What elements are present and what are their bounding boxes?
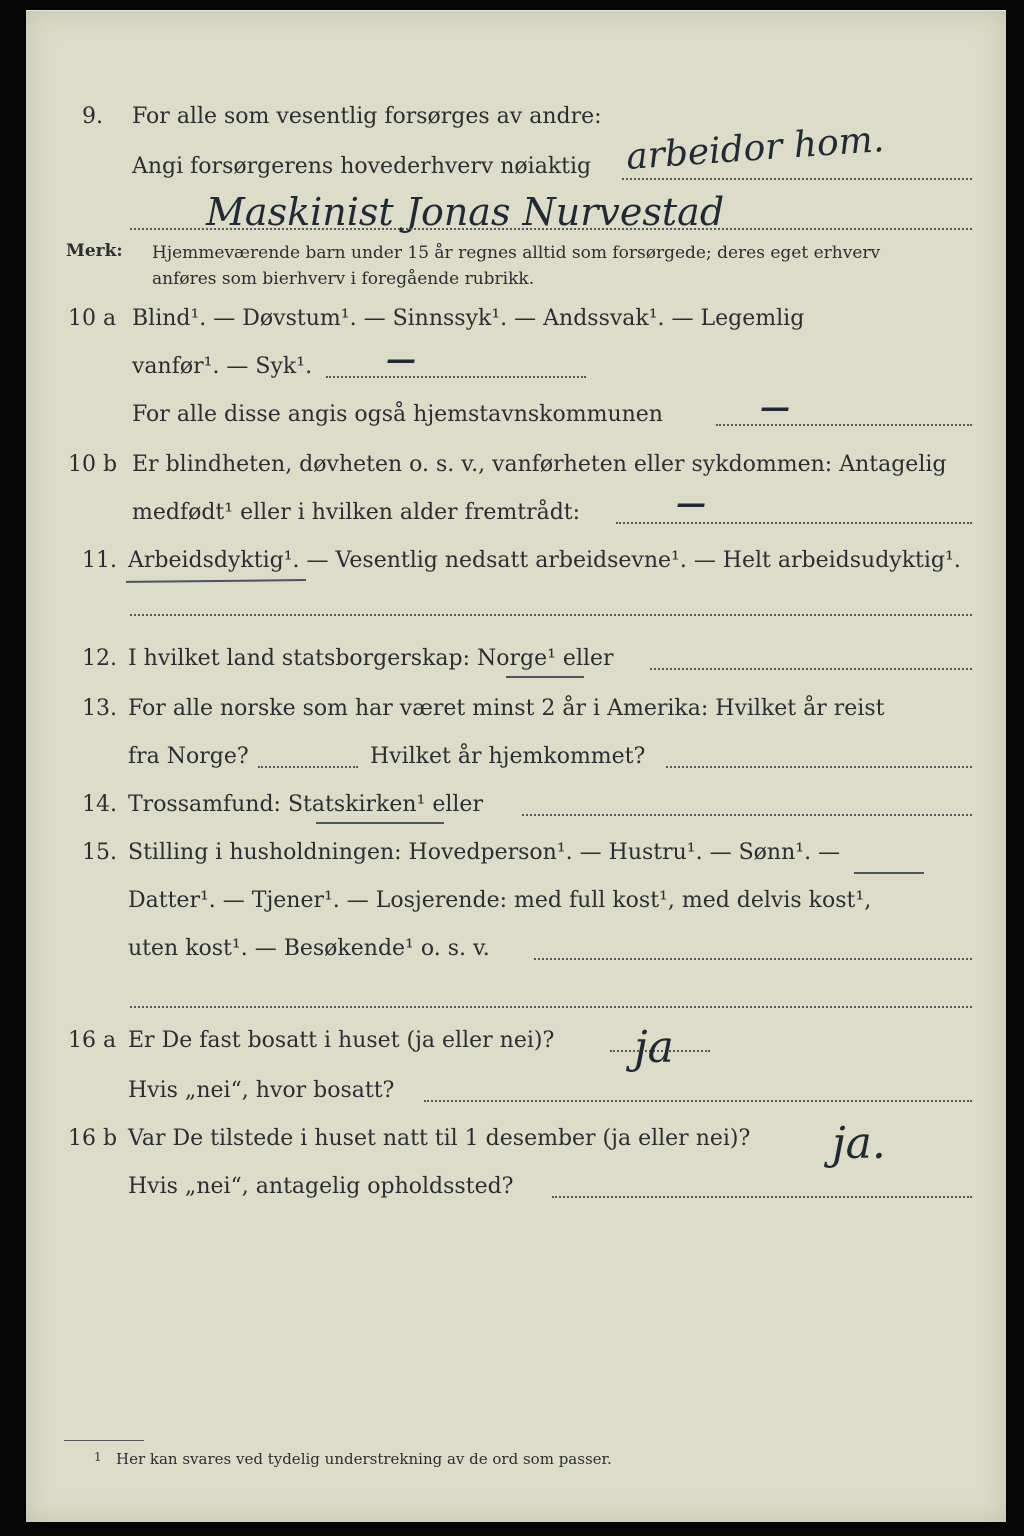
q16b-line-2: Hvis „nei“, antagelig opholdssted?: [128, 1174, 514, 1199]
q15-line-2: Datter¹. — Tjener¹. — Losjerende: med full kost¹, med delvis kost¹,: [128, 888, 872, 913]
fill-line: [130, 1006, 972, 1008]
handwritten-dash: —: [386, 342, 416, 377]
fill-line: [534, 958, 972, 960]
answer-underline: [506, 676, 584, 678]
q13-line-1: For alle norske som har været minst 2 år i Amerika: Hvilket år reist: [128, 696, 885, 721]
handwritten-answer-ja: ja: [634, 1022, 674, 1073]
fill-line: [650, 668, 972, 670]
footnote-rule: [64, 1440, 144, 1441]
handwritten-provider-occupation: arbeidor hom.: [624, 119, 886, 178]
q16a-line-1: Er De fast bosatt i huset (ja eller nei)?: [128, 1028, 555, 1053]
q11-line-1: Arbeidsdyktig¹. — Vesentlig nedsatt arbeidsevne¹. — Helt arbeidsudyktig¹.: [128, 548, 961, 573]
question-number-9: 9.: [82, 104, 103, 129]
answer-underline: [316, 822, 444, 824]
answer-underline: [126, 579, 306, 583]
question-number-16b: 16 b: [68, 1126, 118, 1151]
handwritten-answer-ja: ja.: [832, 1118, 886, 1169]
q13-line-2b: Hvilket år hjemkommet?: [370, 744, 646, 769]
q16a-line-2: Hvis „nei“, hvor bosatt?: [128, 1078, 395, 1103]
fill-line: [616, 522, 972, 524]
page-edge: [26, 10, 1006, 11]
handwritten-dash: —: [676, 486, 706, 521]
question-number-14: 14.: [82, 792, 117, 817]
question-number-11: 11.: [82, 548, 117, 573]
q9-line-1: For alle som vesentlig forsørges av andre:: [132, 104, 602, 129]
q10a-line-1: Blind¹. — Døvstum¹. — Sinnssyk¹. — Andssvak¹. — Legemlig: [132, 306, 805, 331]
fill-line: [552, 1196, 972, 1198]
footnote-text: Her kan svares ved tydelig understrekning av de ord som passer.: [116, 1450, 612, 1468]
fill-line: [622, 178, 972, 180]
q12-line-1: I hvilket land statsborgerskap: Norge¹ eller: [128, 646, 614, 671]
q10b-line-2: medfødt¹ eller i hvilken alder fremtrådt:: [132, 500, 581, 525]
note-line-1: Hjemmeværende barn under 15 år regnes alltid som forsørgede; deres eget erhverv: [152, 243, 881, 263]
question-number-15: 15.: [82, 840, 117, 865]
q15-line-3: uten kost¹. — Besøkende¹ o. s. v.: [128, 936, 490, 961]
question-number-10a: 10 a: [68, 306, 117, 331]
fill-line: [716, 424, 972, 426]
question-number-10b: 10 b: [68, 452, 118, 477]
question-number-13: 13.: [82, 696, 117, 721]
fill-line: [258, 766, 358, 768]
q14-line-1: Trossamfund: Statskirken¹ eller: [128, 792, 483, 817]
fill-line: [130, 614, 972, 616]
q10a-line-3: For alle disse angis også hjemstavnskommunen: [132, 402, 663, 427]
fill-line: [130, 228, 972, 230]
q10b-line-1: Er blindheten, døvheten o. s. v., vanførheten eller sykdommen: Antagelig: [132, 452, 947, 477]
q15-line-1: Stilling i husholdningen: Hovedperson¹. — Hustru¹. — Sønn¹. —: [128, 840, 841, 865]
q13-line-2a: fra Norge?: [128, 744, 249, 769]
fill-line: [424, 1100, 972, 1102]
answer-underline: [854, 872, 924, 874]
q9-line-2: Angi forsørgerens hovederhverv nøiaktig: [132, 154, 592, 179]
fill-line: [326, 376, 586, 378]
fill-line: [666, 766, 972, 768]
note-label: Merk:: [66, 241, 123, 261]
q10a-line-2: vanfør¹. — Syk¹.: [132, 354, 313, 379]
handwritten-provider-name: Maskinist Jonas Nurvestad: [206, 190, 725, 234]
question-number-16a: 16 a: [68, 1028, 117, 1053]
question-number-12: 12.: [82, 646, 117, 671]
handwritten-dash: —: [760, 390, 790, 425]
fill-line: [522, 814, 972, 816]
note-line-2: anføres som bierhverv i foregående rubrikk.: [152, 269, 535, 289]
q16b-line-1: Var De tilstede i huset natt til 1 desember (ja eller nei)?: [128, 1126, 751, 1151]
footnote-mark: 1: [94, 1450, 102, 1464]
census-form-page: [26, 10, 1006, 1522]
